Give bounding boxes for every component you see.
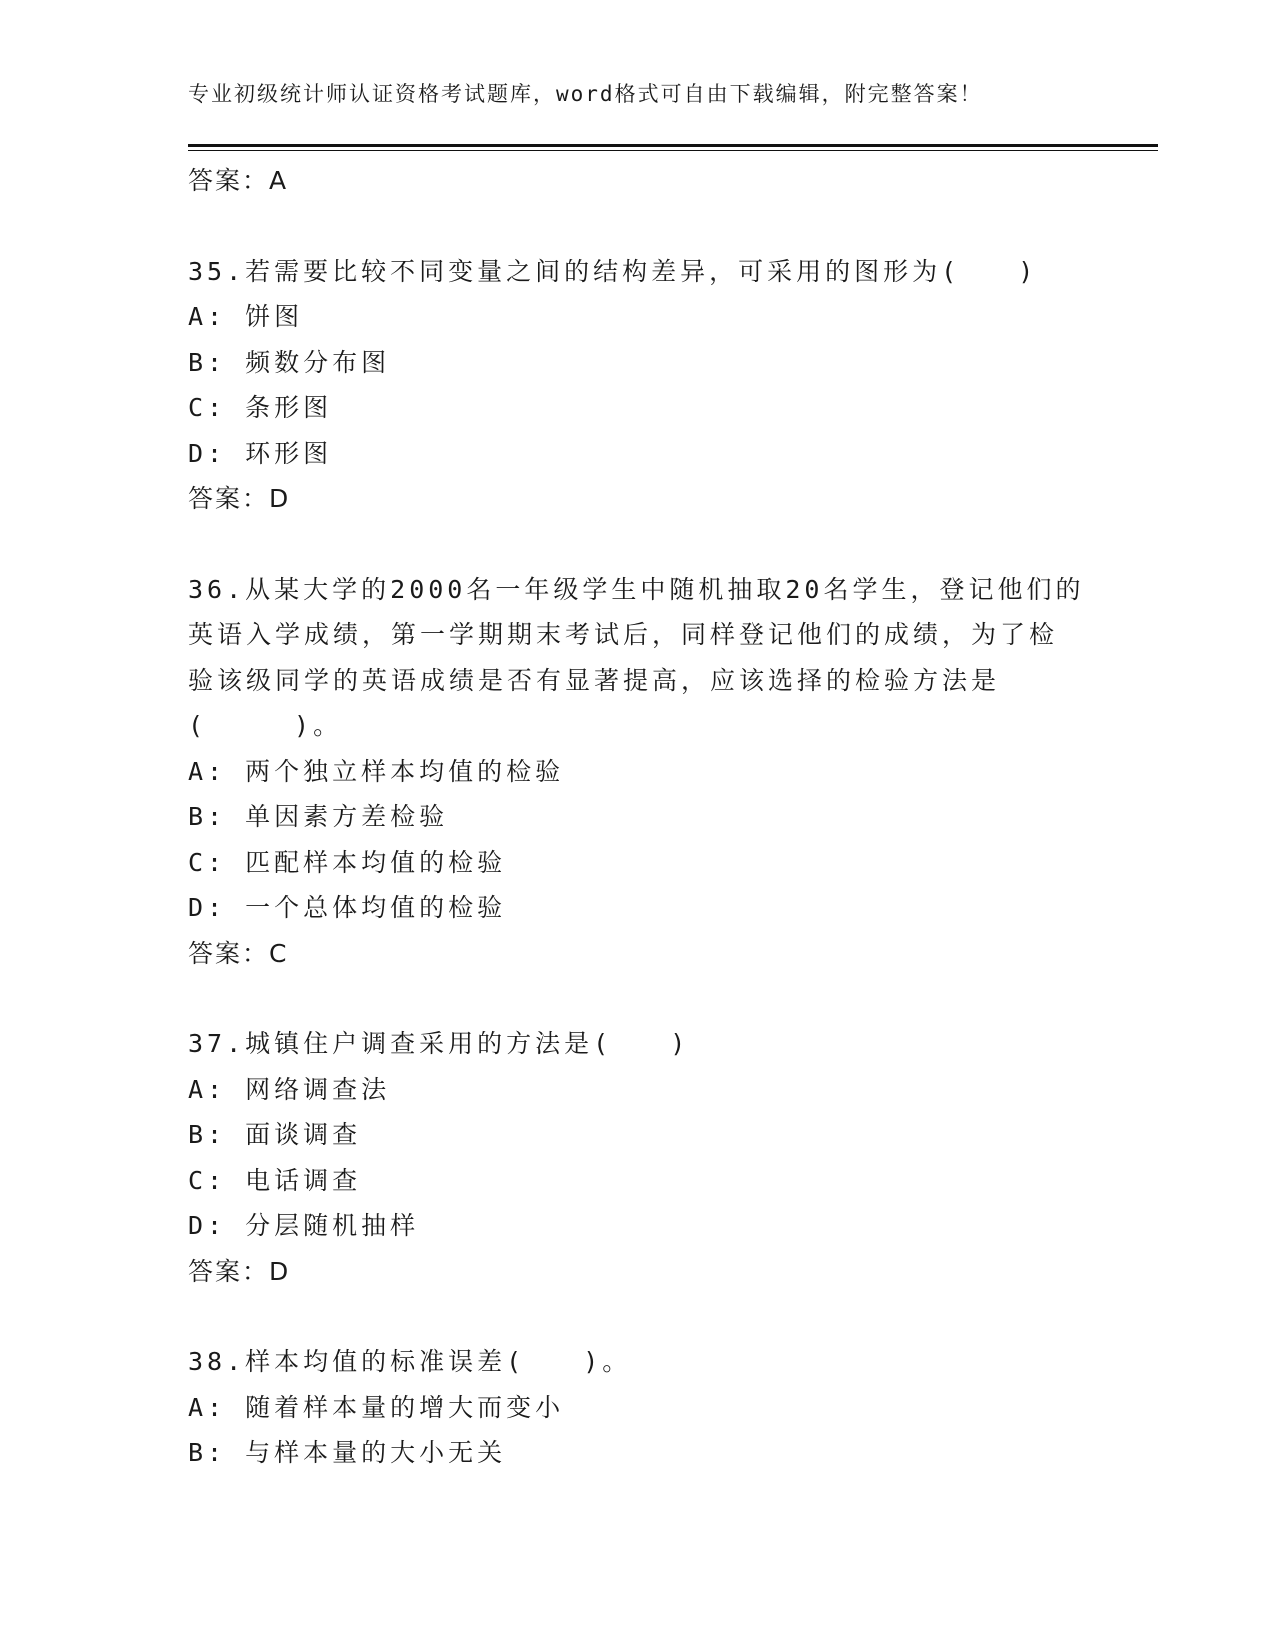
question-block	[188, 249, 1088, 522]
answer-line: 答案：C	[188, 938, 289, 968]
option-a: A: 随着样本量的增大而变小	[188, 1392, 565, 1422]
document-body	[188, 158, 1088, 1476]
page-header: 专业初级统计师认证资格考试题库，word格式可自由下载编辑，附完整答案！	[188, 82, 983, 106]
option-c: C: 条形图	[188, 393, 333, 422]
option-d: D: 环形图	[188, 438, 333, 468]
answer-line: 答案：A	[188, 166, 289, 195]
question-block	[188, 1339, 1088, 1476]
header-rule	[188, 144, 1158, 147]
option-c: C: 匹配样本均值的检验	[188, 847, 507, 877]
question-stem-line: ( )。	[188, 711, 343, 740]
question-stem-line: 36.从某大学的2000名一年级学生中随机抽取20名学生，登记他们的	[188, 574, 1085, 604]
answer-line: 答案：D	[188, 1256, 291, 1286]
header-rule-thin	[188, 150, 1158, 151]
option-b: B: 频数分布图	[188, 347, 391, 377]
option-a: A: 饼图	[188, 302, 304, 331]
option-d: D: 分层随机抽样	[188, 1211, 420, 1240]
question-stem: 35.若需要比较不同变量之间的结构差异，可采用的图形为( )	[188, 256, 1038, 286]
question-block	[188, 1021, 1088, 1294]
option-b: B: 与样本量的大小无关	[188, 1438, 507, 1467]
answer-line: 答案：D	[188, 484, 291, 513]
option-b: B: 单因素方差检验	[188, 802, 449, 831]
question-stem-line: 英语入学成绩，第一学期期末考试后，同样登记他们的成绩，为了检	[188, 620, 1059, 649]
option-a: A: 网络调查法	[188, 1074, 391, 1104]
question-stem-line: 验该级同学的英语成绩是否有显著提高，应该选择的检验方法是	[188, 665, 1001, 695]
option-c: C: 电话调查	[188, 1165, 362, 1195]
question-stem: 37.城镇住户调查采用的方法是( )	[188, 1029, 690, 1058]
option-b: B: 面谈调查	[188, 1120, 362, 1149]
option-a: A: 两个独立样本均值的检验	[188, 756, 565, 786]
question-block	[188, 567, 1088, 977]
question-stem: 38.样本均值的标准误差( )。	[188, 1347, 632, 1376]
option-d: D: 一个总体均值的检验	[188, 893, 507, 922]
